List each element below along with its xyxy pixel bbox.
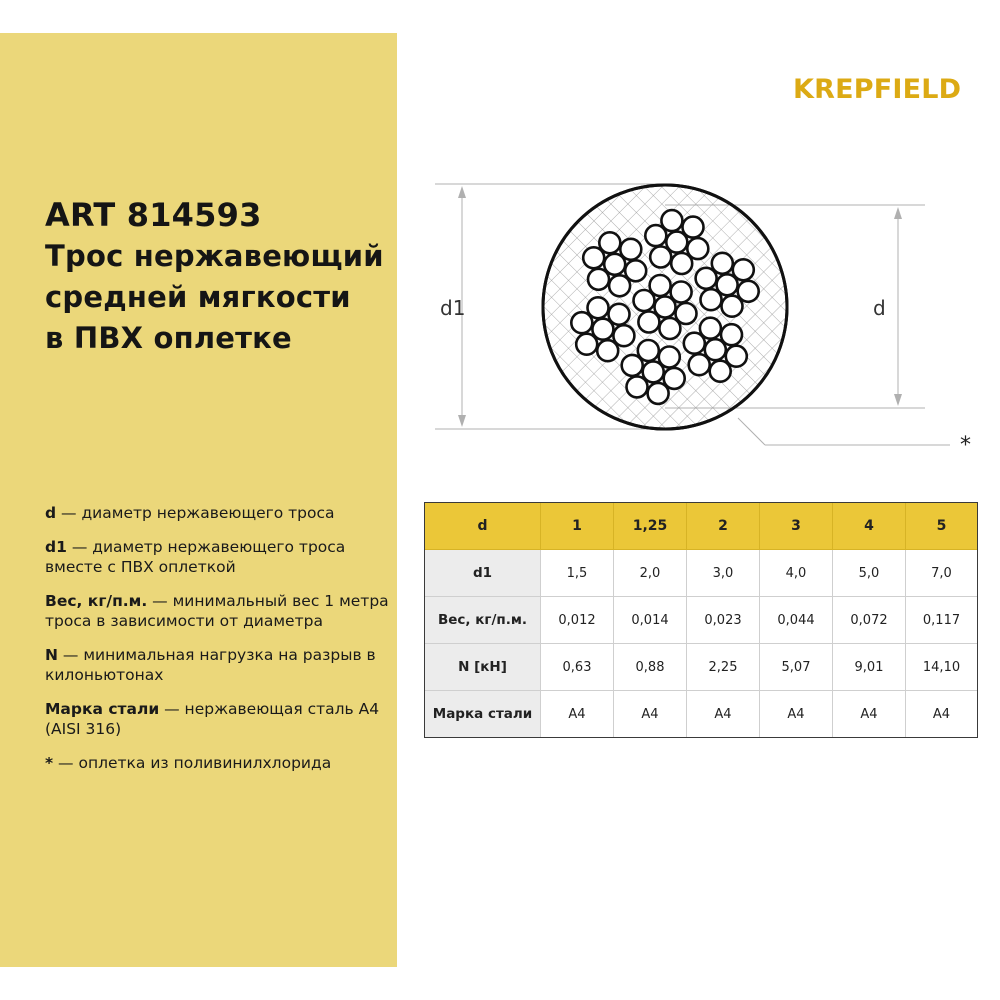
wire-circle: [671, 253, 692, 274]
table-cell: А4: [687, 691, 760, 738]
legend-term: d1: [45, 537, 67, 556]
table-row: [425, 597, 978, 644]
wire-circle: [638, 312, 659, 333]
sheath-leader: [738, 418, 971, 458]
wire-circle: [689, 354, 710, 375]
label-star: *: [960, 433, 971, 458]
table-cell: 3,0: [687, 550, 760, 597]
header-cell: 3: [760, 503, 833, 550]
table-row: [425, 550, 978, 597]
title-line: в ПВХ оплетке: [45, 321, 292, 355]
table-cell: А4: [760, 691, 833, 738]
table-cell: 0,023: [687, 597, 760, 644]
wire-circle: [671, 282, 692, 303]
row-label: d1: [425, 550, 541, 597]
table-cell: 2,25: [687, 644, 760, 691]
table-cell: 5,07: [760, 644, 833, 691]
legend-text: — минимальная нагрузка на разрыв в килоньютонах: [45, 645, 376, 684]
table-cell: 5,0: [833, 550, 906, 597]
wire-circle: [588, 269, 609, 290]
row-label: N [кН]: [425, 644, 541, 691]
legend-text: — диаметр нержавеющего троса: [56, 504, 335, 522]
wire-circle: [683, 217, 704, 238]
wire-circle: [597, 340, 618, 361]
wire-circle: [712, 253, 733, 274]
legend-item: [45, 699, 390, 740]
wire-circle: [659, 318, 680, 339]
table-cell: 14,10: [906, 644, 978, 691]
row-label: Марка стали: [425, 691, 541, 738]
table-cell: 0,63: [541, 644, 614, 691]
wire-circle: [700, 318, 721, 339]
wire-circle: [701, 289, 722, 310]
cable-cross-section-diagram: [0, 0, 1000, 480]
wire-circle: [721, 324, 742, 345]
legend-text: — оплетка из поливинилхлорида: [53, 753, 332, 772]
legend-item: [45, 645, 390, 686]
wire-circle: [650, 275, 671, 296]
table-cell: А4: [906, 691, 978, 738]
legend-text: — нержавеющая сталь А4 (AISI 316): [45, 699, 380, 738]
wire-circle: [710, 361, 731, 382]
title-line: средней мягкости: [45, 280, 351, 314]
legend-item: [45, 591, 390, 632]
table-cell: 7,0: [906, 550, 978, 597]
legend-item: [45, 753, 390, 774]
wire-circle: [659, 347, 680, 368]
table-header-row: [425, 503, 978, 550]
brand-logo: KREPFIELD: [793, 74, 962, 105]
table-cell: 2,0: [614, 550, 687, 597]
legend-text: — минимальный вес 1 метра троса в зависимости от диаметра: [45, 591, 389, 630]
table-cell: 0,072: [833, 597, 906, 644]
row-label: Вес, кг/п.м.: [425, 597, 541, 644]
wire-circle: [638, 340, 659, 361]
table-cell: 0,044: [760, 597, 833, 644]
table-cell: 1,5: [541, 550, 614, 597]
wire-circle: [588, 297, 609, 318]
legend-term: *: [45, 753, 54, 772]
table-cell: 9,01: [833, 644, 906, 691]
legend-term: Марка стали: [45, 699, 160, 718]
header-cell: 1,25: [614, 503, 687, 550]
wire-circle: [661, 210, 682, 231]
legend-term: N: [45, 645, 58, 664]
header-cell: 4: [833, 503, 906, 550]
wire-circle: [609, 304, 630, 325]
article-number: ART 814593: [45, 196, 262, 234]
header-cell: 5: [906, 503, 978, 550]
table-cell: 0,88: [614, 644, 687, 691]
wire-circle: [733, 259, 754, 280]
header-cell: 1: [541, 503, 614, 550]
legend-text: — диаметр нержавеющего троса вместе с ПВХ оплеткой: [45, 537, 346, 576]
wire-circle: [650, 247, 671, 268]
wire-circle: [722, 296, 743, 317]
legend-term: d: [45, 504, 57, 522]
label-d1: d1: [440, 296, 466, 320]
wire-circle: [648, 383, 669, 404]
table-cell: 4,0: [760, 550, 833, 597]
table-cell: 0,014: [614, 597, 687, 644]
table-cell: А4: [541, 691, 614, 738]
label-d: d: [873, 296, 886, 320]
header-cell: d: [425, 503, 541, 550]
legend-item: [45, 537, 390, 578]
legend-item: [45, 503, 390, 524]
legend: [45, 503, 390, 786]
wire-circle: [609, 275, 630, 296]
wire-circle: [627, 376, 648, 397]
table-cell: А4: [614, 691, 687, 738]
legend-term: Вес, кг/п.м.: [45, 591, 148, 610]
header-cell: 2: [687, 503, 760, 550]
table-row: [425, 644, 978, 691]
wire-circle: [576, 334, 597, 355]
table-cell: 0,012: [541, 597, 614, 644]
table-cell: А4: [833, 691, 906, 738]
table-row: [425, 691, 978, 738]
title-line: Трос нержавеющий: [45, 239, 384, 273]
wire-circle: [620, 239, 641, 260]
wire-circle: [599, 232, 620, 253]
table-cell: 0,117: [906, 597, 978, 644]
spec-table: [424, 502, 978, 738]
